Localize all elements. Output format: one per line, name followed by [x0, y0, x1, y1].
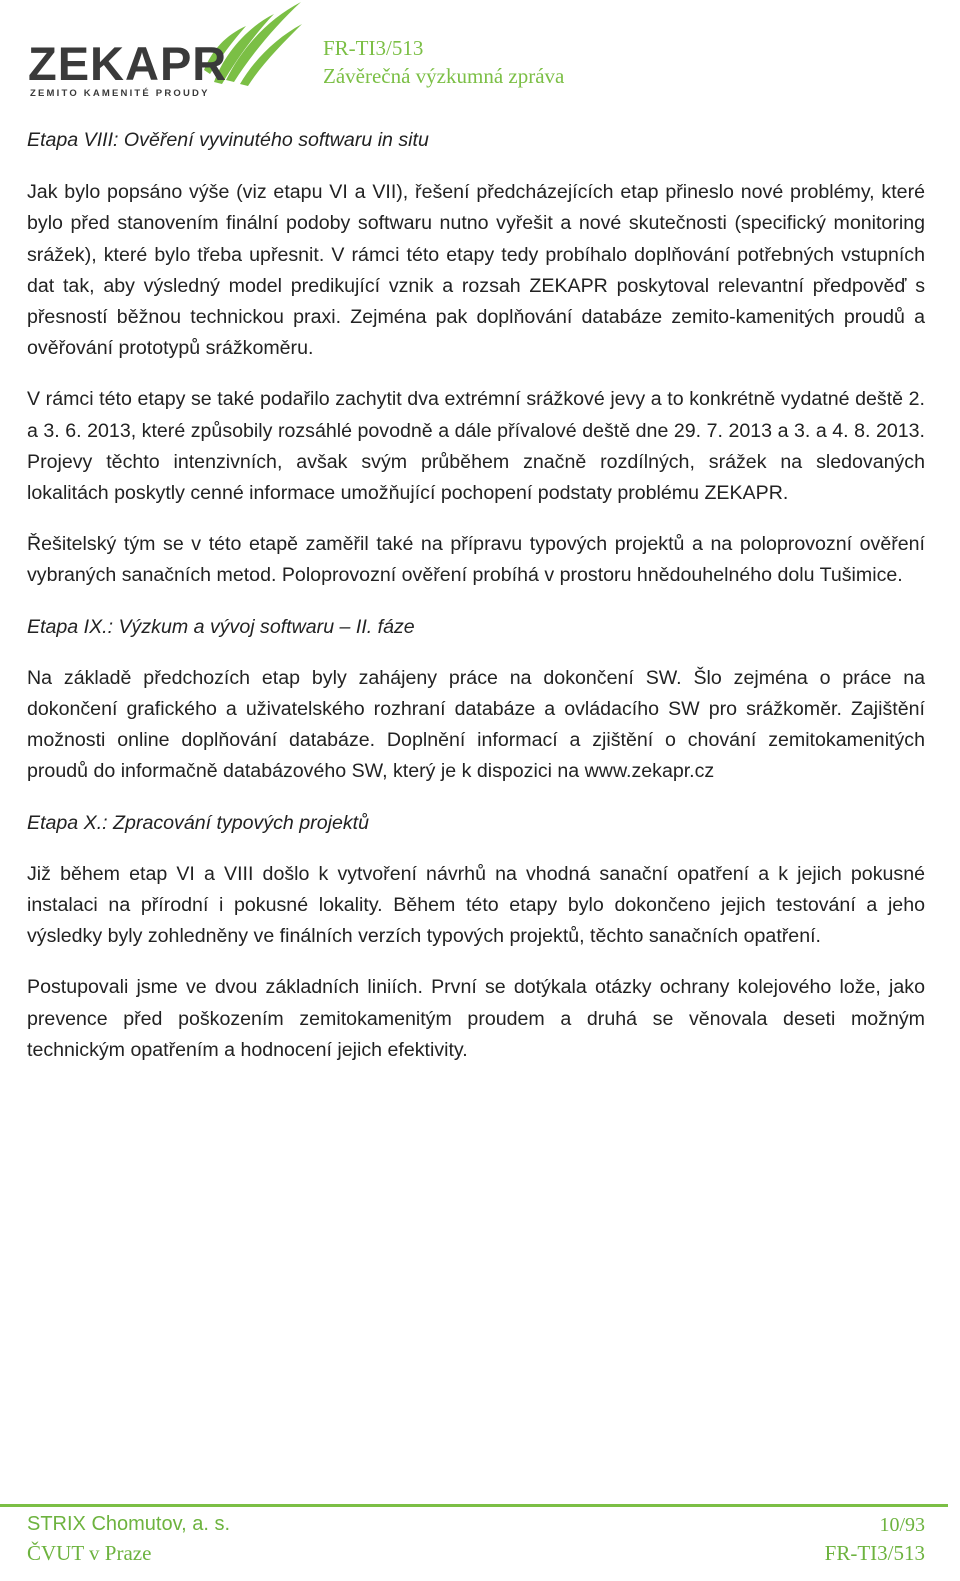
footer-org-strix: STRIX Chomutov, a. s.: [27, 1513, 231, 1535]
paragraph: Jak bylo popsáno výše (viz etapu VI a VII), řešení předcházejících etap přineslo nové problémy, které bylo před stanovením finální podoby softwaru nutno vyřešit a nové skutečnosti (specifický monitoring srážek), které bylo třeba upřesnit. V rámci této etapy tedy probíhalo doplňování potřebných vstupních dat tak, aby výsledný model predikující vznik a rozsah ZEKAPR poskytoval relevantní předpověď s přesností běžnou technickou praxi. Zejména pak doplňování databáze zemito-kamenitých proudů a ověřování prototypů srážkoměru.: [27, 181, 925, 360]
paragraph: Na základě předchozích etap byly zahájeny práce na dokončení SW. Šlo zejména o práce na dokončení grafického a uživatelského rozhraní databáze a ovládacího SW pro srážkoměr. Zajištění možnosti online doplňování databáze. Doplnění informací a zjištění o chování zemitokamenitých proudů do informačně databázového SW, který je k dispozici na www.zekapr.cz: [27, 666, 925, 783]
footer-org-cvut: ČVUT v Praze: [27, 1541, 152, 1565]
section-heading: Etapa VIII: Ověření vyvinutého softwaru in situ: [27, 129, 429, 151]
paragraph: Již během etap VI a VIII došlo k vytvoření návrhů na vhodná sanační opatření a k jejich pokusné instalaci na přírodní i pokusné lokality. Během této etapy bylo dokončeno jejich testování a jeho výsledky byly zohledněny ve finálních verzích typových projektů, těchto sanačních opatření.: [27, 862, 925, 948]
paragraph: V rámci této etapy se také podařilo zachytit dva extrémní srážkové jevy a to konkrétně vydatné deště 2. a 3. 6. 2013, které způsobily rozsáhlé povodně a dále přívalové deště dne 29. 7. 2013 a 3. a 4. 8. 2013. Projevy těchto intenzivních, avšak svým průběhem značně rozdílných, srážek na sledovaných lokalitách poskytly cenné informace umožňující pochopení podstaty problému ZEKAPR.: [27, 388, 925, 505]
paragraph: Postupovali jsme ve dvou základních liniích. První se dotýkala otázky ochrany kolejového lože, jako prevence před poškozením zemitokamenitým proudem a druhá se věnovala deseti možným technickým opatřením a hodnocení jejich efektivity.: [27, 976, 925, 1061]
zekapr-logo: [28, 0, 288, 100]
document-body: [27, 125, 925, 1066]
footer-project-code: FR-TI3/513: [824, 1541, 925, 1565]
logo-wordmark: ZEKAPR: [28, 37, 228, 90]
page-number: 10/93: [879, 1514, 925, 1536]
section-heading: Etapa X.: Zpracování typových projektů: [27, 811, 369, 834]
section-heading: Etapa IX.: Výzkum a vývoj softwaru – II. fáze: [27, 615, 415, 638]
header-report-title: Závěrečná výzkumná zpráva: [323, 64, 565, 88]
footer-divider: [0, 1504, 948, 1507]
paragraph: Řešitelský tým se v této etapě zaměřil také na přípravu typových projektů a na poloprovozní ověření vybraných sanačních metod. Poloprovozní ověření probíhá v prostoru hnědouhelného dolu Tušimice.: [27, 533, 925, 587]
header-project-code: FR-TI3/513: [323, 36, 424, 60]
header-info: [323, 34, 564, 90]
logo-tagline: ZEMITO KAMENITÉ PROUDY: [30, 88, 210, 99]
